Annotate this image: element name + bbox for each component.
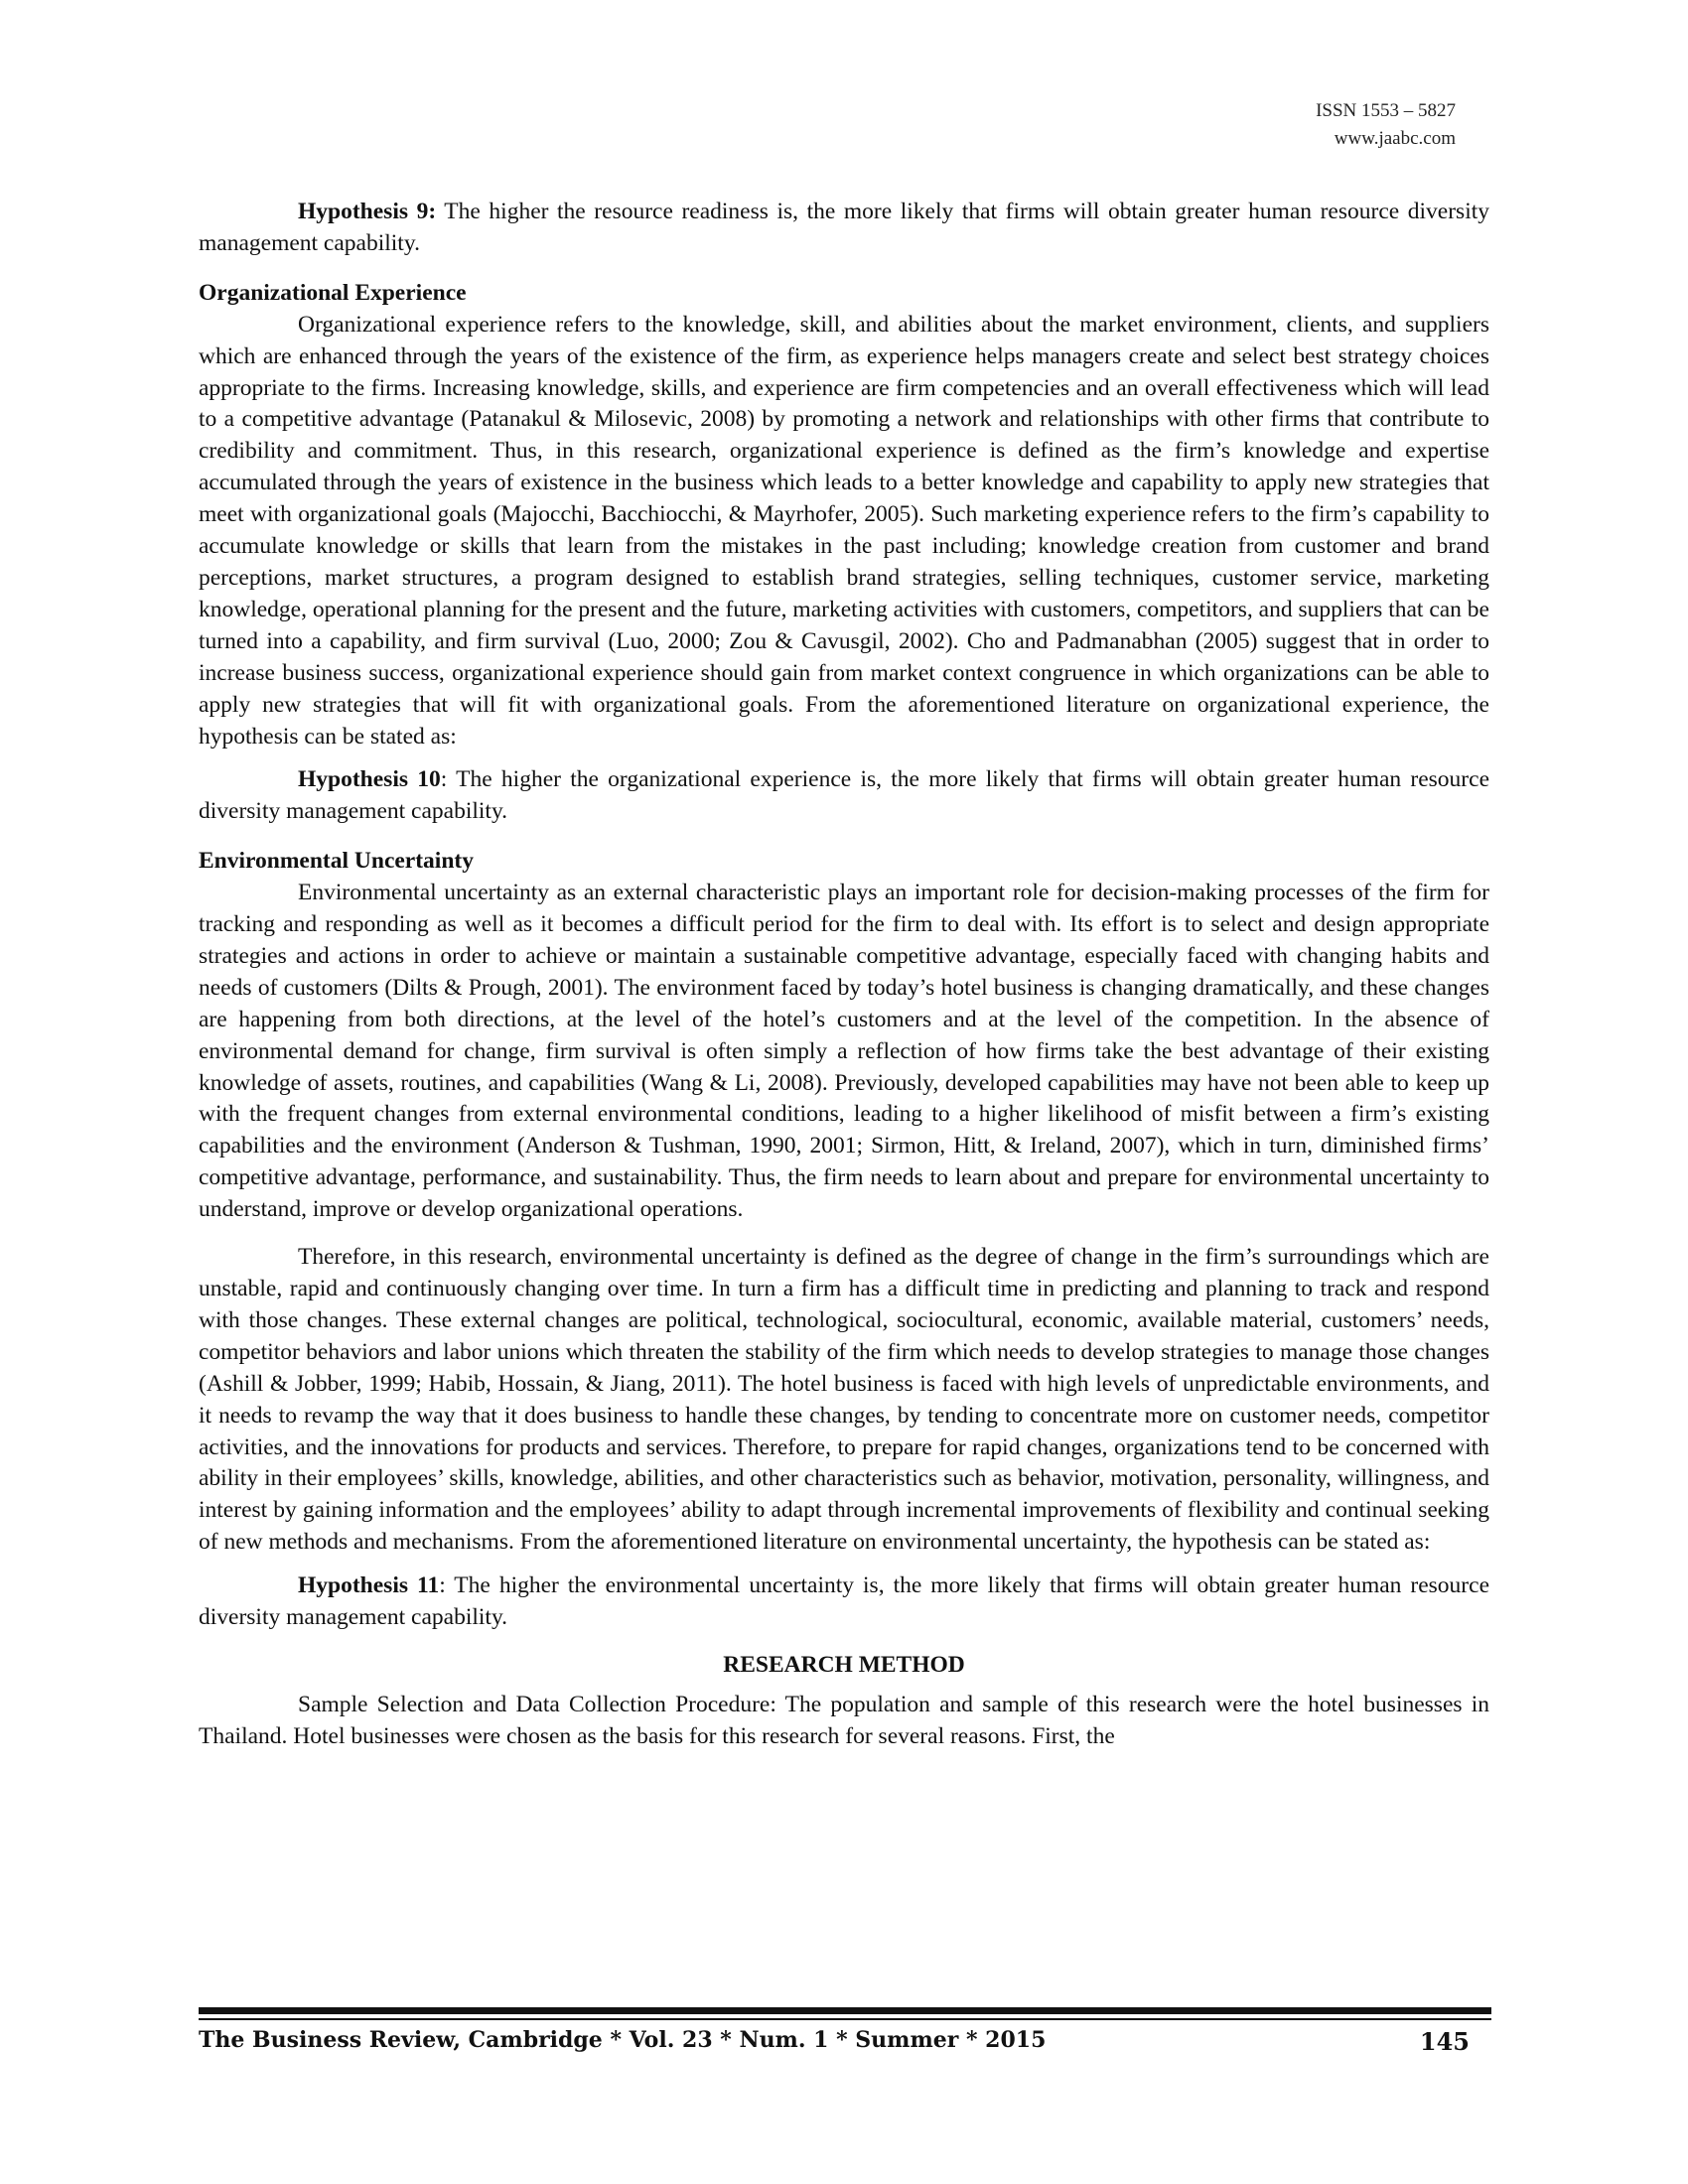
footer-journal-citation: The Business Review, Cambridge * Vol. 23 * Num. 1 * Summer * 2015: [199, 2027, 1047, 2053]
hypothesis-9-text: The higher the resource readiness is, the more likely that firms will obtain greater human resource diversity management capability.: [199, 199, 1489, 256]
hypothesis-11-text: : The higher the environmental uncertainty is, the more likely that firms will obtain greater human resource diversity management capability.: [199, 1572, 1489, 1631]
article-body: [199, 197, 1489, 1753]
section-heading-organizational-experience: Organizational Experience: [199, 279, 467, 306]
environmental-uncertainty-paragraph-1: Environmental uncertainty as an external characteristic plays an important role for decision-making processes of the firm for tracking and responding as well as it becomes a difficult period for the firm to deal with. Its effort is to select and design appropriate strategies and actions in order to achieve or maintain a sustainable competitive advantage, especially faced with changing habits and needs of customers (Dilts & Prough, 2001). The environment faced by today’s hotel business is changing dramatically, and these changes are happening from both directions, at the level of the hotel’s customers and at the level of the competition. In the absence of environmental demand for change, firm survival is often simply a reflection of how firms take the best advantage of their existing knowledge of assets, routines, and capabilities (Wang & Li, 2008). Previously, developed capabilities may have not been able to keep up with the frequent changes from external environmental conditions, leading to a higher likelihood of misfit between a firm’s existing capabilities and the environment (Anderson & Tushman, 1990, 2001; Sirmon, Hitt, & Ireland, 2007), which in turn, diminished firms’ competitive advantage, performance, and sustainability. Thus, the firm needs to learn about and prepare for environmental uncertainty to understand, improve or develop organizational operations.: [199, 880, 1489, 1223]
journal-website: www.jaabc.com: [1334, 128, 1456, 149]
page-header: [1316, 97, 1456, 153]
section-heading-research-method: RESEARCH METHOD: [723, 1651, 965, 1678]
hypothesis-10-label: Hypothesis 10: [298, 766, 441, 793]
hypothesis-10-text: : The higher the organizational experience is, the more likely that firms will obtain greater human resource diversity management capability.: [199, 766, 1489, 825]
hypothesis-9: [199, 197, 1489, 260]
hypothesis-10: [199, 764, 1489, 828]
footer-rule-thick: [199, 2007, 1491, 2014]
hypothesis-9-label: Hypothesis 9:: [298, 199, 437, 224]
environmental-uncertainty-paragraph-2: Therefore, in this research, environmental uncertainty is defined as the degree of change in the firm’s surroundings which are unstable, rapid and continuously changing over time. In turn a firm has a difficult time in predicting and planning to track and respond with those changes. These external changes are political, technological, sociocultural, economic, available material, customers’ needs, competitor behaviors and labor unions which threaten the stability of the firm which needs to develop strategies to manage those changes (Ashill & Jobber, 1999; Habib, Hossain, & Jiang, 2011). The hotel business is faced with high levels of unpredictable environments, and it needs to revamp the way that it does business to handle these changes, by tending to concentrate more on customer needs, competitor activities, and the innovations for products and services. Therefore, to prepare for rapid changes, organizations tend to be concerned with ability in their employees’ skills, knowledge, abilities, and other characteristics such as behavior, motivation, personality, willingness, and interest by gaining information and the employees’ ability to adapt through incremental improvements of flexibility and continual seeking of new methods and mechanisms. From the aforementioned literature on environmental uncertainty, the hypothesis can be stated as:: [199, 1244, 1489, 1556]
footer-rule-thin: [199, 2018, 1491, 2020]
organizational-experience-paragraph: Organizational experience refers to the knowledge, skill, and abilities about the market environment, clients, and suppliers which are enhanced through the years of the existence of the firm, as experience helps managers create and select best strategy choices appropriate to the firms. Increasing knowledge, skills, and experience are firm competencies and an overall effectiveness which will lead to a competitive advantage (Patanakul & Milosevic, 2008) by promoting a network and relationships with other firms that contribute to credibility and commitment. Thus, in this research, organizational experience is defined as the firm’s knowledge and expertise accumulated through the years of existence in the business which leads to a better knowledge and capability to apply new strategies that meet with organizational goals (Majocchi, Bacchiocchi, & Mayrhofer, 2005). Such marketing experience refers to the firm’s capability to accumulate knowledge or skills that learn from the mistakes in the past including; knowledge creation from customer and brand perceptions, market structures, a program designed to establish brand strategies, selling techniques, customer service, marketing knowledge, operational planning for the present and the future, marketing activities with customers, competitors, and suppliers that can be turned into a capability, and firm survival (Luo, 2000; Zou & Cavusgil, 2002). Cho and Padmanabhan (2005) suggest that in order to increase business success, organizational experience should gain from market context congruence in which organizations can be able to apply new strategies that will fit with organizational goals. From the aforementioned literature on organizational experience, the hypothesis can be stated as:: [199, 311, 1489, 750]
issn-label: ISSN 1553 – 5827: [1316, 100, 1456, 121]
research-method-paragraph: Sample Selection and Data Collection Procedure: The population and sample of this research were the hotel businesses in Thailand. Hotel businesses were chosen as the basis for this research for several reasons. First, the: [199, 1691, 1489, 1749]
hypothesis-11-label: Hypothesis 11: [298, 1572, 440, 1599]
section-heading-environmental-uncertainty: Environmental Uncertainty: [199, 848, 474, 875]
page-number: 145: [1419, 2027, 1470, 2056]
hypothesis-11: [199, 1570, 1489, 1634]
